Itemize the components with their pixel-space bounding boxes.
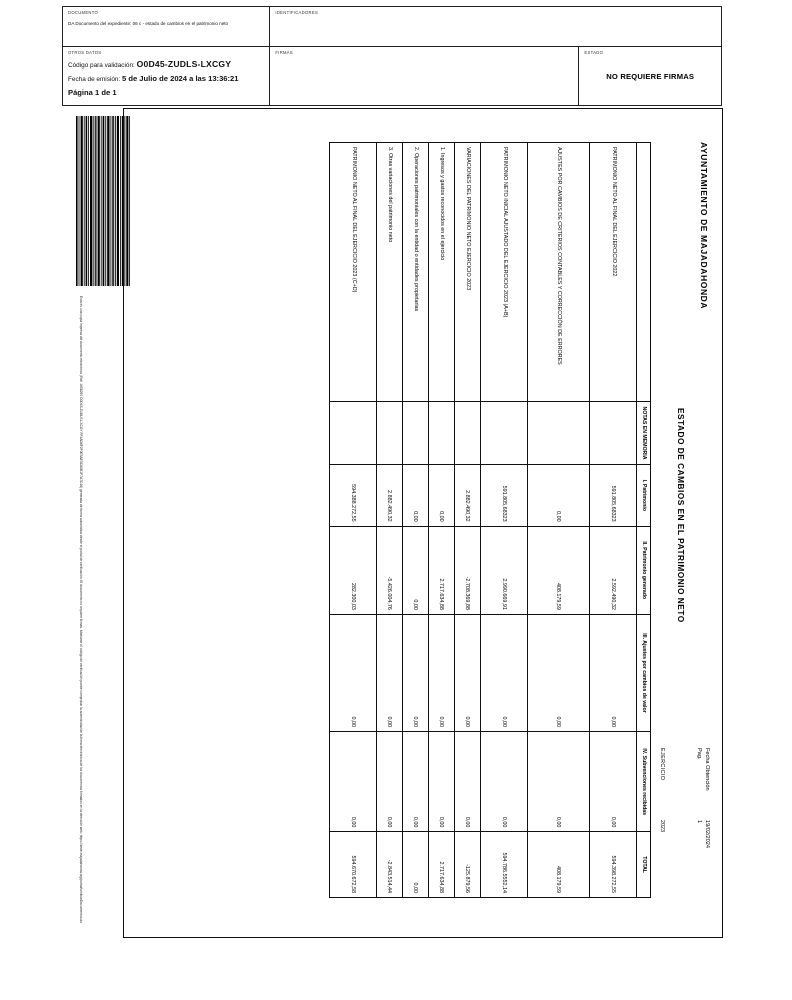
metadata-table (62, 6, 722, 106)
row-subvenciones: 0,00 (528, 732, 590, 832)
header-subvenciones: IV. Subvenciones recibidas (637, 732, 651, 832)
row-subvenciones: 0,00 (429, 732, 455, 832)
row-concept: PATRIMONIO NETO INICIAL AJUSTADO DEL EJERCICIO 2023 (A+B) (481, 143, 528, 402)
row-ajustes-valor: 0,00 (403, 614, 429, 731)
fecha-emision-line (68, 74, 264, 85)
row-total: 0,00 (403, 832, 429, 898)
fecha-obtencion-values (695, 820, 711, 848)
pagina-value: Página 1 de 1 (68, 88, 117, 97)
row-patrimonio: 591.805,68323 (481, 465, 528, 527)
row-ajustes-valor: 0,00 (590, 614, 637, 731)
row-patrimonio: 0,00 (528, 465, 590, 527)
row-patrimonio: 0,00 (403, 465, 429, 527)
ejercicio-label: EJERCICIO (659, 748, 665, 781)
table-header-row (637, 143, 651, 898)
estado-value: NO REQUIERE FIRMAS (606, 72, 695, 81)
codigo-value: O0D45-ZUDLS-LXCGY (136, 59, 232, 69)
firmas-cell (270, 47, 579, 106)
estado-label: ESTADO (584, 50, 604, 55)
verification-legal-text: Esta es una copia impresa del documento electrónico (Ref: 1658290 O0D45-ZUDLS-LXCGY FF4AD8F2F0E5AE3CA0B1F7A7C48) generada de forma automática desde el portal de verificación. El documento no requiere firmas. Mediante el código de verificación puede comprobar la autenticidad de la firma electrónica de los documentos firmados en la dirección web: https://sede.majadahonda.org/portal/verificarDocumentos.do (79, 296, 83, 924)
header-total: TOTAL (637, 832, 651, 898)
row-total: 2.717.634,88 (429, 832, 455, 898)
header-ajustes-valor: III. Ajustes por cambios de valor (637, 614, 651, 731)
documento-label: DOCUMENTO (68, 10, 99, 15)
row-concept: 2. Operaciones patrimoniales con la entidad o entidades propietarias (403, 143, 429, 402)
table-row (403, 143, 429, 898)
table-row (429, 143, 455, 898)
otros-datos-label: OTROS DATOS (68, 50, 102, 55)
table-row (455, 143, 481, 898)
row-patrimonio-generado: 282.300,03 (330, 526, 377, 614)
row-ajustes-valor: 0,00 (528, 614, 590, 731)
fecha-obtencion-value: 19/02/2024 (704, 820, 710, 848)
report-title: ESTADO DE CAMBIOS EN EL PATRIMONIO NETO (676, 408, 686, 623)
row-patrimonio-generado: 2.592.490,32 (590, 526, 637, 614)
table-row (590, 143, 637, 898)
row-concept: PATRIMONIO NETO AL FINAL DEL EJERCICIO 2022 (590, 143, 637, 402)
row-ajustes-valor: 0,00 (330, 614, 377, 731)
row-total: -2.843.514,44 (377, 832, 403, 898)
row-total: 408.179,59 (528, 832, 590, 898)
otros-datos-cell (63, 47, 270, 106)
table-row (377, 143, 403, 898)
row-notas (590, 402, 637, 465)
row-notas (403, 402, 429, 465)
row-subvenciones: 0,00 (403, 732, 429, 832)
pag-label: Pag. (696, 748, 702, 760)
row-patrimonio-generado: -2.708.369,88 (455, 526, 481, 614)
row-total: 594.670.672,58 (330, 832, 377, 898)
row-subvenciones: 0,00 (481, 732, 528, 832)
documento-text: DA Documento del expediente: 06 c - estado de cambios en el patrimonio neto (68, 21, 229, 26)
row-patrimonio-generado: 2.717.634,88 (429, 526, 455, 614)
row-subvenciones: 0,00 (330, 732, 377, 832)
row-notas (455, 402, 481, 465)
row-subvenciones: 0,00 (455, 732, 481, 832)
metadata-row-top (63, 7, 721, 47)
row-patrimonio-generado: 0,00 (403, 526, 429, 614)
fecha-obtencion-label: Fecha Obtención (704, 748, 710, 791)
row-patrimonio: 591.805,68323 (590, 465, 637, 527)
pag-value: 1 (696, 820, 702, 824)
row-notas (330, 402, 377, 465)
row-ajustes-valor: 0,00 (377, 614, 403, 731)
row-patrimonio: 0,00 (429, 465, 455, 527)
codigo-validacion-line (68, 59, 264, 71)
row-concept: 3. Otras variaciones del patrimonio neto (377, 143, 403, 402)
row-subvenciones: 0,00 (590, 732, 637, 832)
entity-name: AYUNTAMIENTO DE MAJADAHONDA (699, 142, 709, 310)
identificadores-cell (270, 7, 721, 46)
row-patrimonio: 2.882.490,32 (377, 465, 403, 527)
row-notas (377, 402, 403, 465)
row-patrimonio-generado: -5.426.004,76 (377, 526, 403, 614)
row-patrimonio: 594.388.272,55 (330, 465, 377, 527)
row-patrimonio-generado: 2.990.669,91 (481, 526, 528, 614)
firmas-label: FIRMAS (275, 50, 293, 55)
identificadores-label: IDENTIFICADORES (275, 10, 319, 15)
row-notas (429, 402, 455, 465)
metadata-row-bottom (63, 47, 721, 106)
report-rotated-canvas (123, 108, 723, 938)
barcode-image (76, 116, 130, 286)
row-subvenciones: 0,00 (377, 732, 403, 832)
row-total: -125.879,56 (455, 832, 481, 898)
table-row (481, 143, 528, 898)
ejercicio-value: 2023 (659, 820, 665, 832)
codigo-label: Código para validación: (68, 62, 135, 69)
row-ajustes-valor: 0,00 (429, 614, 455, 731)
row-concept: 1. Ingresos y gastos reconocidos en el ejercicio (429, 143, 455, 402)
row-ajustes-valor: 0,00 (455, 614, 481, 731)
pagina-line (68, 88, 264, 99)
row-notas (481, 402, 528, 465)
table-row (528, 143, 590, 898)
table-row (330, 143, 377, 898)
fecha-emision-value: 5 de Julio de 2024 a las 13:36:21 (122, 74, 239, 83)
barcode (76, 116, 130, 286)
row-concept: VARIACIONES DEL PATRIMONIO NETO EJERCICIO 2023 (455, 143, 481, 402)
header-concept (637, 143, 651, 402)
fecha-obtencion-labels (695, 748, 711, 791)
row-concept: PATRIMONIO NETO AL FINAL DEL EJERCICIO 2023 (C+D) (330, 143, 377, 402)
patrimonio-neto-table (329, 142, 651, 898)
fecha-emision-label: Fecha de emisión: (68, 76, 121, 83)
row-notas (528, 402, 590, 465)
header-patrimonio: I. Patrimonio (637, 465, 651, 527)
row-patrimonio: 2.882.490,32 (455, 465, 481, 527)
row-total: 594.398.272,55 (590, 832, 637, 898)
header-patrimonio-generado: II. Patrimonio generado (637, 526, 651, 614)
row-patrimonio-generado: 408.179,59 (528, 526, 590, 614)
documento-cell (63, 7, 270, 46)
row-concept: AJUSTES POR CAMBIOS DE CRITERIOS CONTABLES Y CORRECCIÓN DE ERRORES (528, 143, 590, 402)
estado-cell (579, 47, 721, 106)
row-total: 594.786.5552,14 (481, 832, 528, 898)
row-ajustes-valor: 0,00 (481, 614, 528, 731)
header-notas: NOTAS EN MEMORIA (637, 402, 651, 465)
